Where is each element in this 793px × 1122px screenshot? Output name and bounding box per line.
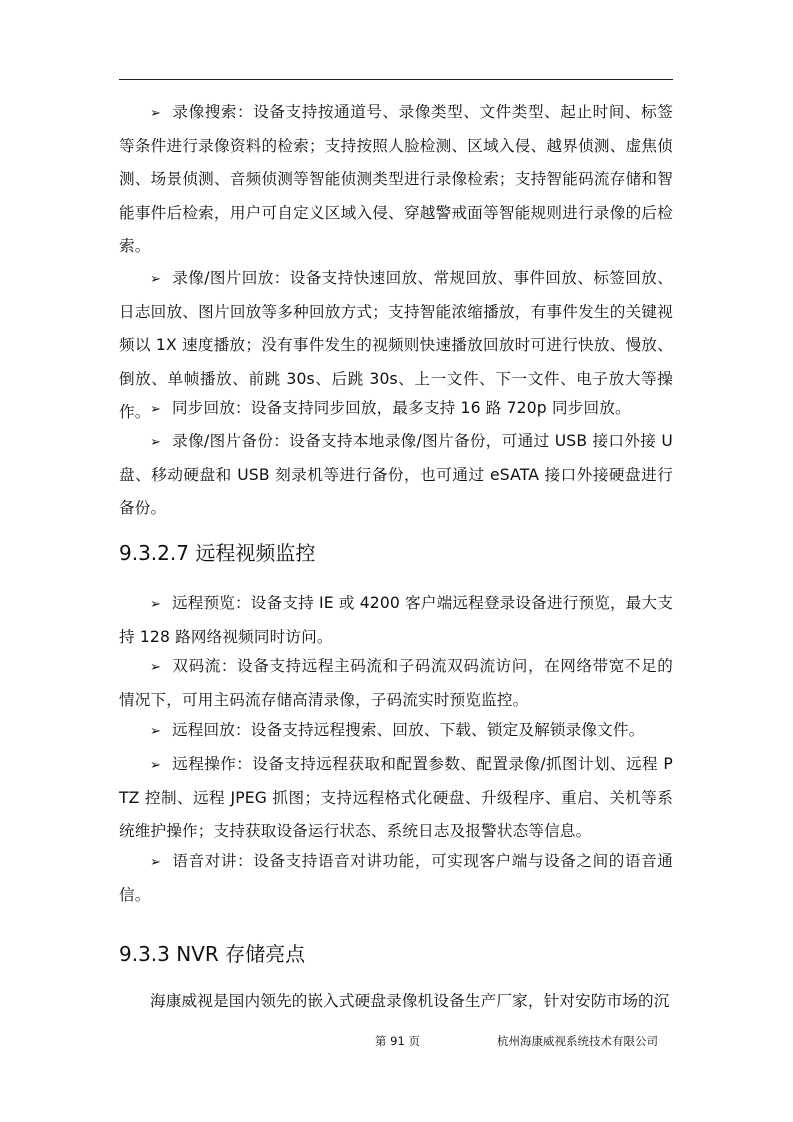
bullet-paragraph-record-search (119, 96, 673, 263)
arrow-bullet-icon: ➢ (150, 660, 162, 675)
arrow-bullet-icon: ➢ (150, 402, 162, 417)
arrow-bullet-icon: ➢ (150, 435, 162, 450)
bullet-paragraph-sync-playback (119, 392, 673, 426)
bullet-paragraph-backup (119, 425, 673, 526)
paragraph-text: 录像搜索：设备支持按通道号、录像类型、文件类型、起止时间、标签等条件进行录像资料的检索；支持按照人脸检测、区域入侵、越界侦测、虚焦侦测、场景侦测、音频侦测等智能侦测类型进行录像检索；支持智能码流存储和智能事件后检索，用户可自定义区域入侵、穿越警戒面等智能规则进行录像的后检索。 (119, 103, 673, 255)
arrow-bullet-icon: ➢ (150, 855, 162, 870)
paragraph-text: 录像/图片回放：设备支持快速回放、常规回放、事件回放、标签回放、日志回放、图片回放等多种回放方式；支持智能浓缩播放，有事件发生的关键视频以 1X 速度播放；没有事件发生的视频则快速播放回放时可进行快放、慢放、倒放、单帧播放、前跳 30s、后跳 30s、上一文件、下一文件、电子放大等操作。 (119, 269, 673, 421)
paragraph-text: 同步回放：设备支持同步回放，最多支持 16 路 720p 同步回放。 (172, 399, 631, 417)
paragraph-text: 远程操作：设备支持远程获取和配置参数、配置录像/抓图计划、远程 PTZ 控制、远程 JPEG 抓图；支持远程格式化硬盘、升级程序、重启、关机等系统维护操作；支持获取设备运行状态、系统日志及报警状态等信息。 (119, 755, 673, 841)
footer-company: 杭州海康威视系统技术有限公司 (497, 1034, 658, 1048)
arrow-bullet-icon: ➢ (150, 272, 162, 287)
section-heading-remote-monitoring: 9.3.2.7 远程视频监控 (119, 541, 316, 565)
paragraph-text: 语音对讲：设备支持语音对讲功能，可实现客户端与设备之间的语音通信。 (119, 852, 673, 905)
header-rule (119, 79, 673, 80)
bullet-paragraph-dual-stream (119, 650, 673, 717)
intro-paragraph: 海康威视是国内领先的嵌入式硬盘录像机设备生产厂家，针对安防市场的沉 (150, 992, 670, 1010)
paragraph-text: 远程回放：设备支持远程搜索、回放、下载、锁定及解锁录像文件。 (172, 721, 645, 739)
paragraph-text: 远程预览：设备支持 IE 或 4200 客户端远程登录设备进行预览，最大支持 128 路网络视频同时访问。 (119, 594, 673, 647)
bullet-paragraph-remote-operation (119, 748, 673, 849)
page-number: 第 91 页 (375, 1034, 420, 1048)
arrow-bullet-icon: ➢ (150, 106, 162, 121)
bullet-paragraph-remote-playback (119, 714, 673, 748)
arrow-bullet-icon: ➢ (150, 597, 162, 612)
arrow-bullet-icon: ➢ (150, 758, 162, 773)
bullet-paragraph-remote-preview (119, 587, 673, 654)
paragraph-text: 双码流：设备支持远程主码流和子码流双码流访问，在网络带宽不足的情况下，可用主码流存储高清录像，子码流实时预览监控。 (119, 657, 673, 710)
section-heading-nvr-storage: 9.3.3 NVR 存储亮点 (119, 942, 306, 966)
bullet-paragraph-voice-talk (119, 845, 673, 912)
arrow-bullet-icon: ➢ (150, 724, 162, 739)
paragraph-text: 录像/图片备份：设备支持本地录像/图片备份，可通过 USB 接口外接 U 盘、移动硬盘和 USB 刻录机等进行备份，也可通过 eSATA 接口外接硬盘进行备份。 (119, 432, 673, 518)
